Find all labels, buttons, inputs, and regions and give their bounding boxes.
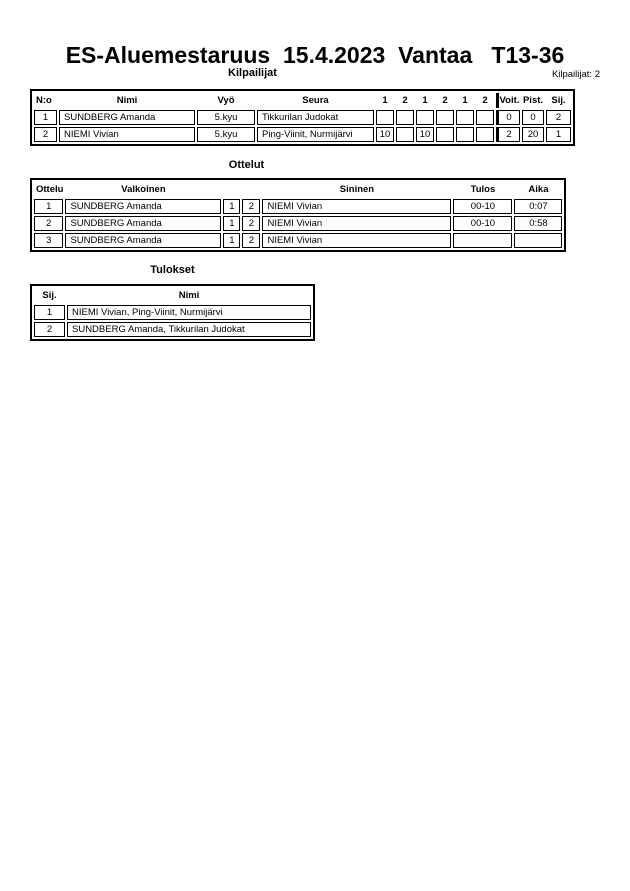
header-seura: Seura (302, 94, 329, 106)
kilpailijat-header-row (34, 93, 571, 108)
cell-ottelu: 1 (34, 199, 63, 214)
ottelut-table (30, 178, 566, 252)
cell-tulos: 00-10 (453, 199, 512, 214)
header-spacer (223, 182, 240, 197)
cell-aika: 0:58 (514, 216, 562, 231)
cell-tulos: 00-10 (453, 216, 512, 231)
cell-score-3: 10 (416, 127, 434, 142)
ottelut-header-row (34, 182, 562, 197)
cell-aika (514, 233, 562, 248)
cell-blue-no: 2 (242, 216, 260, 231)
cell-nimi: SUNDBERG Amanda, Tikkurilan Judokat (67, 322, 311, 337)
cell-sij: 1 (546, 127, 571, 142)
cell-score-4 (436, 110, 454, 125)
header-score-5: 1 (462, 94, 468, 106)
section-title-tulokset: Tulokset (150, 264, 195, 276)
kilpailijat-row (34, 110, 571, 125)
cell-score-5 (456, 127, 474, 142)
kilpailijat-table (30, 89, 575, 146)
cell-voit: 2 (496, 127, 520, 142)
cell-nimi: NIEMI Vivian (59, 127, 195, 142)
header-vyo: Vyö (217, 94, 235, 106)
header-score-4: 2 (442, 94, 448, 106)
cell-aika: 0:07 (514, 199, 562, 214)
ottelut-row (34, 216, 562, 231)
cell-sij: 1 (34, 305, 65, 320)
cell-valkoinen: SUNDBERG Amanda (65, 199, 221, 214)
page-title: ES-Aluemestaruus 15.4.2023 Vantaa T13-36 (65, 42, 565, 68)
section-title-kilpailijat: Kilpailijat (228, 67, 277, 79)
cell-score-5 (456, 110, 474, 125)
cell-pist: 20 (522, 127, 544, 142)
cell-sij: 2 (34, 322, 65, 337)
header-score-3: 1 (422, 94, 428, 106)
cell-score-6 (476, 110, 494, 125)
cell-white-no: 1 (223, 199, 240, 214)
header-nimi: Nimi (116, 94, 138, 106)
cell-sininen: NIEMI Vivian (262, 216, 451, 231)
tulokset-row (34, 305, 311, 320)
cell-ottelu: 3 (34, 233, 63, 248)
cell-voit: 0 (496, 110, 520, 125)
header-score-2: 2 (402, 94, 408, 106)
cell-sininen: NIEMI Vivian (262, 233, 451, 248)
cell-blue-no: 2 (242, 199, 260, 214)
tulokset-row (34, 322, 311, 337)
tulokset-table (30, 284, 315, 341)
cell-no: 1 (34, 110, 57, 125)
header-score-1: 1 (382, 94, 388, 106)
cell-nimi: NIEMI Vivian, Ping-Viinit, Nurmijärvi (67, 305, 311, 320)
header-voit: Voit. (496, 93, 520, 108)
cell-score-2 (396, 110, 414, 125)
cell-valkoinen: SUNDBERG Amanda (65, 216, 221, 231)
cell-score-2 (396, 127, 414, 142)
header-tulos: Tulos (470, 183, 496, 195)
cell-sininen: NIEMI Vivian (262, 199, 451, 214)
cell-seura: Tikkurilan Judokat (257, 110, 374, 125)
cell-sij: 2 (546, 110, 571, 125)
header-nimi: Nimi (178, 289, 200, 301)
cell-score-3 (416, 110, 434, 125)
header-valkoinen: Valkoinen (121, 183, 166, 195)
cell-seura: Ping-Viinit, Nurmijärvi (257, 127, 374, 142)
kilpailijat-row (34, 127, 571, 142)
header-spacer (242, 182, 260, 197)
cell-nimi: SUNDBERG Amanda (59, 110, 195, 125)
cell-tulos (453, 233, 512, 248)
header-score-6: 2 (482, 94, 488, 106)
cell-ottelu: 2 (34, 216, 63, 231)
header-sij: Sij. (551, 94, 566, 106)
ottelut-row (34, 233, 562, 248)
header-no: N:o (36, 94, 52, 106)
section-title-ottelut: Ottelut (228, 159, 265, 171)
header-pist: Pist. (522, 94, 544, 106)
header-sij: Sij. (42, 289, 57, 301)
cell-score-1 (376, 110, 394, 125)
header-aika: Aika (528, 183, 549, 195)
tulokset-header-row (34, 288, 311, 303)
ottelut-row (34, 199, 562, 214)
cell-score-4 (436, 127, 454, 142)
cell-vyo: 5.kyu (197, 110, 255, 125)
cell-no: 2 (34, 127, 57, 142)
cell-score-6 (476, 127, 494, 142)
cell-pist: 0 (522, 110, 544, 125)
cell-valkoinen: SUNDBERG Amanda (65, 233, 221, 248)
cell-blue-no: 2 (242, 233, 260, 248)
cell-white-no: 1 (223, 216, 240, 231)
cell-score-1: 10 (376, 127, 394, 142)
header-ottelu: Ottelu (36, 183, 64, 195)
header-sininen: Sininen (339, 183, 375, 195)
competitor-count: Kilpailijat: 2 (551, 69, 600, 80)
cell-vyo: 5.kyu (197, 127, 255, 142)
cell-white-no: 1 (223, 233, 240, 248)
